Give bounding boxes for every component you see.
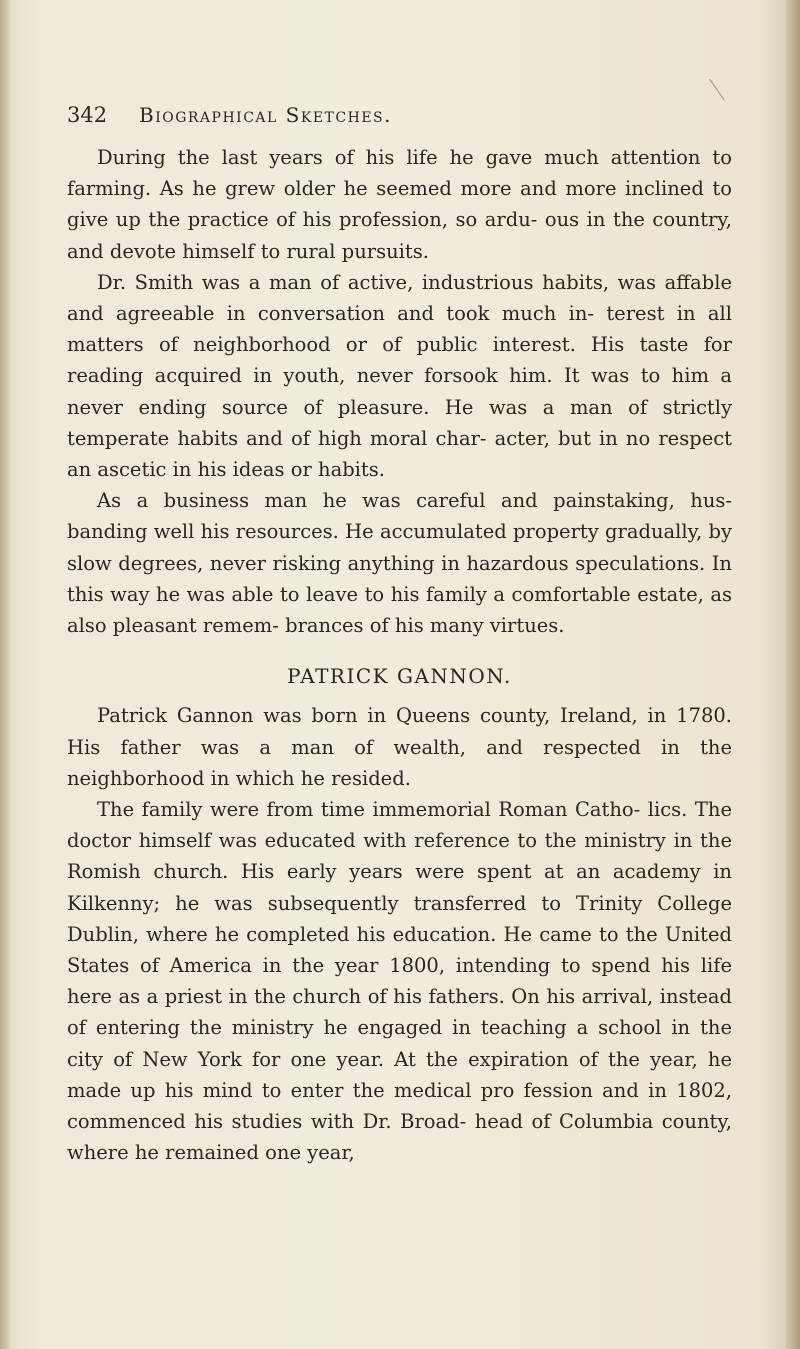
paragraph: The family were from time immemorial Roman Catho- lics. The doctor himself was educated with reference to the ministry in the Romish church. His early years were spent at an academy in Kilkenny; he was subsequently transferred to Trinity College Dublin, where he completed his education. He came to the United States of America in the year 1800, intending to spend his life here as a priest in the church of his fathers. On his arrival, instead of entering the ministry he engaged in teaching a school in the city of New York for one year. At the expiration of the year, he made up his mind to enter the medical pro fession and in 1802, commenced his studies with Dr. Broad- head of Columbia county, where he remained one year, [67, 798, 732, 1165]
page-right-edge [786, 0, 800, 1349]
page-left-edge [0, 0, 10, 1349]
paragraph: Dr. Smith was a man of active, industrious habits, was affable and agreeable in conversation and took much in- terest in all matters of neighborhood or of public interest. His taste for reading acquired in youth, never forsook him. It was to him a never ending source of pleasure. He was a man of strictly temperate habits and of high moral char- acter, but in no respect an ascetic in his ideas or habits. [67, 270, 732, 482]
paragraph: As a business man he was careful and painstaking, hus- banding well his resources. He accumulated property gradually, by slow degrees, never risking anything in hazardous speculations. In this way he was able to leave to his family a comfortable estate, as also pleasant remem- brances of his many virtues. [67, 489, 732, 638]
paragraph: Patrick Gannon was born in Queens county, Ireland, in 1780. His father was a man of wealth, and respected in the neighborhood in which he resided. [67, 704, 732, 790]
paragraph: During the last years of his life he gave much attention to farming. As he grew older he seemed more and more inclined to give up the practice of his profession, so ardu- ous in the country, and devote himself to rural pursuits. [67, 146, 732, 263]
page-number: 342 [67, 103, 108, 127]
page-header [67, 103, 717, 133]
section-heading: PATRICK GANNON. [287, 664, 512, 689]
page-body [67, 142, 732, 1169]
running-head: Biographical Sketches. [139, 103, 392, 127]
pencil-mark [709, 69, 738, 100]
